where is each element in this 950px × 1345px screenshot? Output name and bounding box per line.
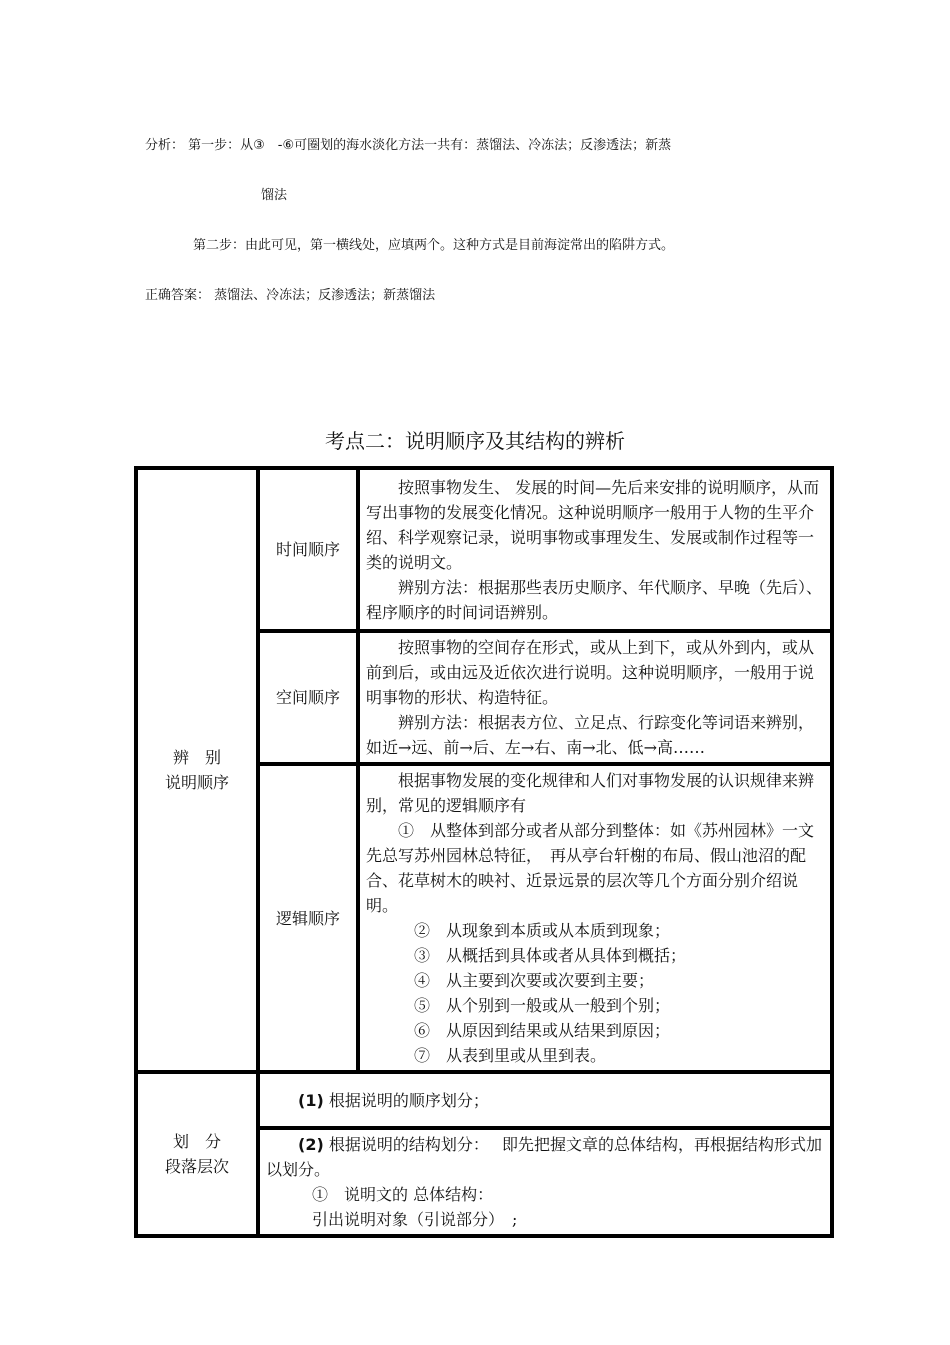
category-cell-paragraph xyxy=(136,1072,258,1236)
item-text: 根据说明的顺序划分； xyxy=(328,1090,489,1110)
item-number: (1) xyxy=(298,1090,324,1110)
paragraph: 辨别方法：根据那些表历史顺序、年代顺序、早晚（先后）、程序顺序的时间词语辨别。 xyxy=(366,577,823,622)
subcategory-space: 空间顺序 xyxy=(258,631,358,764)
paragraph: 辨别方法：根据表方位、立足点、行踪变化等词语来辨别，如近→远、前→后、左→右、南→北、低→高…… xyxy=(366,713,815,757)
content-space xyxy=(358,631,832,764)
list-item: ③ 从概括到具体或者从具体到概括； xyxy=(414,946,687,965)
subcategory-time: 时间顺序 xyxy=(258,468,358,631)
explanation-table xyxy=(134,466,834,1238)
list-item: ⑦ 从表到里或从里到表。 xyxy=(414,1046,607,1065)
paragraph: 按照事物发生、 发展的时间—先后来安排的说明顺序，从而写出事物的发展变化情况。这种说明顺序一般用于人物的生平介绍、科学观察记录，说明事物或事理发生、发展或制作过程等一类的说明文。 xyxy=(366,477,820,572)
list-item: ① 说明文的 总体结构： xyxy=(312,1185,494,1204)
paragraph xyxy=(266,1132,824,1182)
content-time xyxy=(358,468,832,631)
subcategory-logic: 逻辑顺序 xyxy=(258,764,358,1072)
paragraph: 按照事物的空间存在形式，或从上到下，或从外到内，或从前到后，或由远及近依次进行说明。这种说明顺序，一般用于说明事物的形状、构造特征。 xyxy=(366,638,815,707)
list-item: ④ 从主要到次要或次要到主要； xyxy=(414,971,655,990)
list-item: ⑤ 从个别到一般或从一般到个别； xyxy=(414,996,671,1015)
analysis-step1-continued: 馏法 xyxy=(261,188,288,203)
item-number: (2) xyxy=(298,1135,324,1154)
list-item: ② 从现象到本质或从本质到现象； xyxy=(414,921,671,940)
content-divide-by-order xyxy=(258,1072,832,1128)
list-item: 引出说明对象（引说部分） ; xyxy=(312,1210,518,1229)
category-label: 说明顺序 xyxy=(164,773,229,792)
item-text: 根据说明的结构划分： 即先把握文章的总体结构，再根据结构形式加以划分。 xyxy=(266,1135,822,1179)
paragraph: ① 从整体到部分或者从部分到整体：如《苏州园林》一文先总写苏州园林总特征， 再从亭台轩榭的布局、假山池沼的配合、花草树木的映衬、近景远景的层次等几个方面分别介绍说明。 xyxy=(366,821,815,915)
paragraph xyxy=(266,1088,824,1113)
category-label: 段落层次 xyxy=(164,1157,229,1176)
table-row xyxy=(136,468,832,631)
category-label: 划 分 xyxy=(172,1132,221,1151)
content-logic xyxy=(358,764,832,1072)
correct-answer: 正确答案： 蒸馏法、冷冻法；反渗透法；新蒸馏法 xyxy=(145,288,436,303)
list-item: ⑥ 从原因到结果或从结果到原因； xyxy=(414,1021,671,1040)
paragraph: 根据事物发展的变化规律和人们对事物发展的认识规律来辨别，常见的逻辑顺序有 xyxy=(366,771,815,815)
section-title: 考点二：说明顺序及其结构的辨析 xyxy=(325,429,625,453)
analysis-step1: 分析： 第一步：从③ -⑥可圈划的海水淡化方法一共有：蒸馏法、冷冻法；反渗透法；新蒸 xyxy=(145,138,672,153)
category-cell-order xyxy=(136,468,258,1072)
table-row xyxy=(136,1072,832,1128)
category-label: 辨 别 xyxy=(172,748,221,767)
analysis-step2: 第二步：由此可见，第一横线处，应填两个。这种方式是目前海淀常出的陷阱方式。 xyxy=(193,238,675,253)
content-divide-by-structure xyxy=(258,1128,832,1236)
